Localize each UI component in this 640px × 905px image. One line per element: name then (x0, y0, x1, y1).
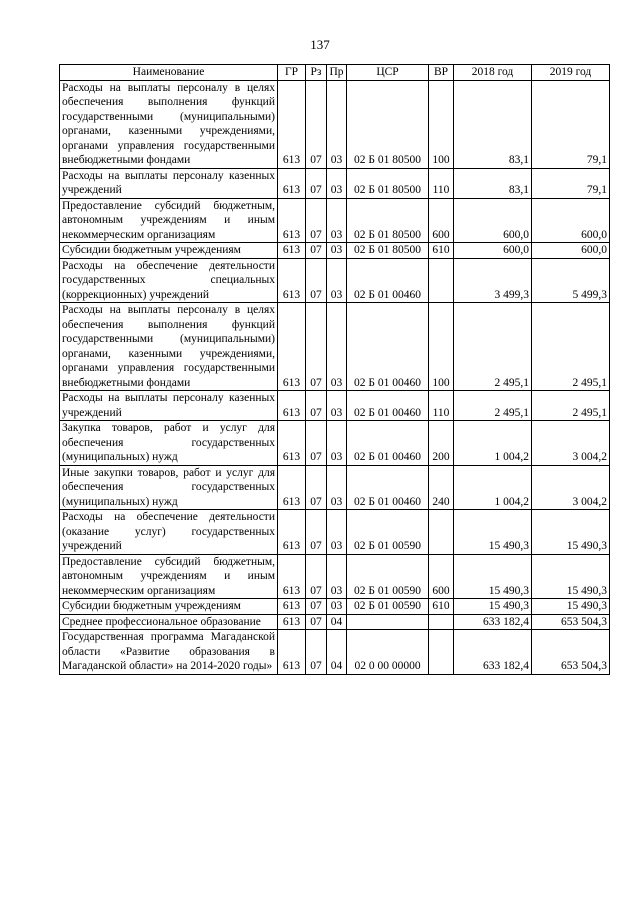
cell-name: Расходы на обеспечение деятельности государственных специальных (коррекционных) учреждений (60, 258, 278, 303)
cell-2019: 653 504,3 (532, 630, 610, 675)
table-row (60, 421, 610, 466)
cell-pr: 04 (327, 630, 347, 675)
cell-vr (429, 510, 454, 555)
cell-vr: 100 (429, 303, 454, 391)
table-row (60, 80, 610, 168)
cell-2019: 15 490,3 (532, 554, 610, 599)
cell-pr: 03 (327, 258, 347, 303)
cell-vr (429, 614, 454, 630)
cell-name: Среднее профессиональное образование (60, 614, 278, 630)
cell-2018: 83,1 (454, 80, 532, 168)
cell-rz: 07 (306, 421, 327, 466)
cell-rz: 07 (306, 599, 327, 615)
cell-name: Предоставление субсидий бюджетным, автономным учреждениям и иным некоммерческим организациям (60, 554, 278, 599)
cell-name: Субсидии бюджетным учреждениям (60, 599, 278, 615)
cell-pr: 03 (327, 198, 347, 243)
table-row (60, 258, 610, 303)
cell-gr: 613 (278, 243, 306, 259)
cell-name: Государственная программа Магаданской области «Развитие образования в Магаданской области» на 2014-2020 годы» (60, 630, 278, 675)
cell-2018: 2 495,1 (454, 391, 532, 421)
header-csr: ЦСР (347, 65, 429, 81)
cell-csr: 02 Б 01 00460 (347, 303, 429, 391)
cell-name: Субсидии бюджетным учреждениям (60, 243, 278, 259)
cell-csr: 02 Б 01 00460 (347, 258, 429, 303)
header-vr: ВР (429, 65, 454, 81)
table-body (60, 80, 610, 674)
cell-vr (429, 630, 454, 675)
cell-2018: 1 004,2 (454, 421, 532, 466)
table-row (60, 198, 610, 243)
cell-rz: 07 (306, 168, 327, 198)
cell-2019: 15 490,3 (532, 510, 610, 555)
cell-vr: 100 (429, 80, 454, 168)
cell-rz: 07 (306, 258, 327, 303)
cell-vr: 110 (429, 391, 454, 421)
cell-name: Расходы на выплаты персоналу казенных учреждений (60, 391, 278, 421)
header-rz: Рз (306, 65, 327, 81)
cell-pr: 03 (327, 243, 347, 259)
cell-csr: 02 Б 01 00590 (347, 510, 429, 555)
cell-2019: 653 504,3 (532, 614, 610, 630)
cell-rz: 07 (306, 243, 327, 259)
cell-gr: 613 (278, 421, 306, 466)
cell-gr: 613 (278, 258, 306, 303)
cell-vr: 200 (429, 421, 454, 466)
cell-2018: 633 182,4 (454, 630, 532, 675)
table-header-row (60, 65, 610, 81)
cell-gr: 613 (278, 168, 306, 198)
cell-name: Расходы на выплаты персоналу казенных учреждений (60, 168, 278, 198)
cell-2019: 2 495,1 (532, 303, 610, 391)
header-year-2018: 2018 год (454, 65, 532, 81)
cell-2018: 2 495,1 (454, 303, 532, 391)
cell-2019: 15 490,3 (532, 599, 610, 615)
table-row (60, 554, 610, 599)
cell-gr: 613 (278, 391, 306, 421)
cell-2018: 600,0 (454, 198, 532, 243)
cell-name: Расходы на выплаты персоналу в целях обеспечения выполнения функций государственными (муниципальными) органами, казенными учреждениями, органами управления государственными внебюджетными фондами (60, 80, 278, 168)
cell-csr: 02 0 00 00000 (347, 630, 429, 675)
budget-table (59, 64, 610, 675)
cell-name: Расходы на выплаты персоналу в целях обеспечения выполнения функций государственными (муниципальными) органами, казенными учреждениями, органами управления государственными внебюджетными фондами (60, 303, 278, 391)
cell-2018: 15 490,3 (454, 599, 532, 615)
cell-2018: 633 182,4 (454, 614, 532, 630)
cell-2019: 3 004,2 (532, 465, 610, 510)
cell-rz: 07 (306, 303, 327, 391)
cell-gr: 613 (278, 614, 306, 630)
table-row (60, 303, 610, 391)
cell-gr: 613 (278, 510, 306, 555)
cell-gr: 613 (278, 630, 306, 675)
cell-pr: 03 (327, 421, 347, 466)
cell-2019: 79,1 (532, 168, 610, 198)
cell-pr: 03 (327, 554, 347, 599)
cell-rz: 07 (306, 198, 327, 243)
cell-csr: 02 Б 01 00460 (347, 465, 429, 510)
cell-rz: 07 (306, 391, 327, 421)
cell-2018: 15 490,3 (454, 510, 532, 555)
cell-gr: 613 (278, 599, 306, 615)
cell-pr: 03 (327, 303, 347, 391)
cell-csr: 02 Б 01 00590 (347, 599, 429, 615)
cell-name: Расходы на обеспечение деятельности (оказание услуг) государственных учреждений (60, 510, 278, 555)
cell-pr: 03 (327, 465, 347, 510)
table-row (60, 599, 610, 615)
cell-pr: 03 (327, 391, 347, 421)
cell-csr: 02 Б 01 80500 (347, 198, 429, 243)
cell-gr: 613 (278, 465, 306, 510)
cell-csr (347, 614, 429, 630)
cell-vr: 600 (429, 554, 454, 599)
cell-rz: 07 (306, 614, 327, 630)
cell-2018: 3 499,3 (454, 258, 532, 303)
cell-2018: 83,1 (454, 168, 532, 198)
header-pr: Пр (327, 65, 347, 81)
cell-csr: 02 Б 01 80500 (347, 80, 429, 168)
cell-gr: 613 (278, 198, 306, 243)
table-row (60, 391, 610, 421)
cell-name: Иные закупки товаров, работ и услуг для обеспечения государственных (муниципальных) нужд (60, 465, 278, 510)
cell-vr: 240 (429, 465, 454, 510)
table-row (60, 510, 610, 555)
cell-pr: 03 (327, 599, 347, 615)
cell-pr: 04 (327, 614, 347, 630)
cell-pr: 03 (327, 510, 347, 555)
cell-gr: 613 (278, 303, 306, 391)
cell-2019: 600,0 (532, 243, 610, 259)
cell-vr: 110 (429, 168, 454, 198)
cell-name: Предоставление субсидий бюджетным, автономным учреждениям и иным некоммерческим организациям (60, 198, 278, 243)
header-gr: ГР (278, 65, 306, 81)
cell-vr: 610 (429, 599, 454, 615)
cell-2019: 600,0 (532, 198, 610, 243)
cell-rz: 07 (306, 80, 327, 168)
cell-2019: 79,1 (532, 80, 610, 168)
page-number: 137 (310, 37, 330, 52)
cell-rz: 07 (306, 630, 327, 675)
cell-2018: 15 490,3 (454, 554, 532, 599)
cell-gr: 613 (278, 554, 306, 599)
cell-rz: 07 (306, 554, 327, 599)
cell-csr: 02 Б 01 00590 (347, 554, 429, 599)
cell-rz: 07 (306, 510, 327, 555)
header-year-2019: 2019 год (532, 65, 610, 81)
cell-name: Закупка товаров, работ и услуг для обеспечения государственных (муниципальных) нужд (60, 421, 278, 466)
table-row (60, 465, 610, 510)
cell-csr: 02 Б 01 00460 (347, 421, 429, 466)
cell-csr: 02 Б 01 80500 (347, 168, 429, 198)
cell-vr (429, 258, 454, 303)
cell-vr: 600 (429, 198, 454, 243)
cell-2019: 2 495,1 (532, 391, 610, 421)
table-row (60, 630, 610, 675)
cell-csr: 02 Б 01 00460 (347, 391, 429, 421)
cell-2018: 1 004,2 (454, 465, 532, 510)
cell-2018: 600,0 (454, 243, 532, 259)
cell-vr: 610 (429, 243, 454, 259)
header-name: Наименование (60, 65, 278, 81)
table-row (60, 614, 610, 630)
cell-2019: 3 004,2 (532, 421, 610, 466)
cell-pr: 03 (327, 80, 347, 168)
table-row (60, 243, 610, 259)
cell-pr: 03 (327, 168, 347, 198)
cell-csr: 02 Б 01 80500 (347, 243, 429, 259)
cell-rz: 07 (306, 465, 327, 510)
cell-gr: 613 (278, 80, 306, 168)
cell-2019: 5 499,3 (532, 258, 610, 303)
table-row (60, 168, 610, 198)
